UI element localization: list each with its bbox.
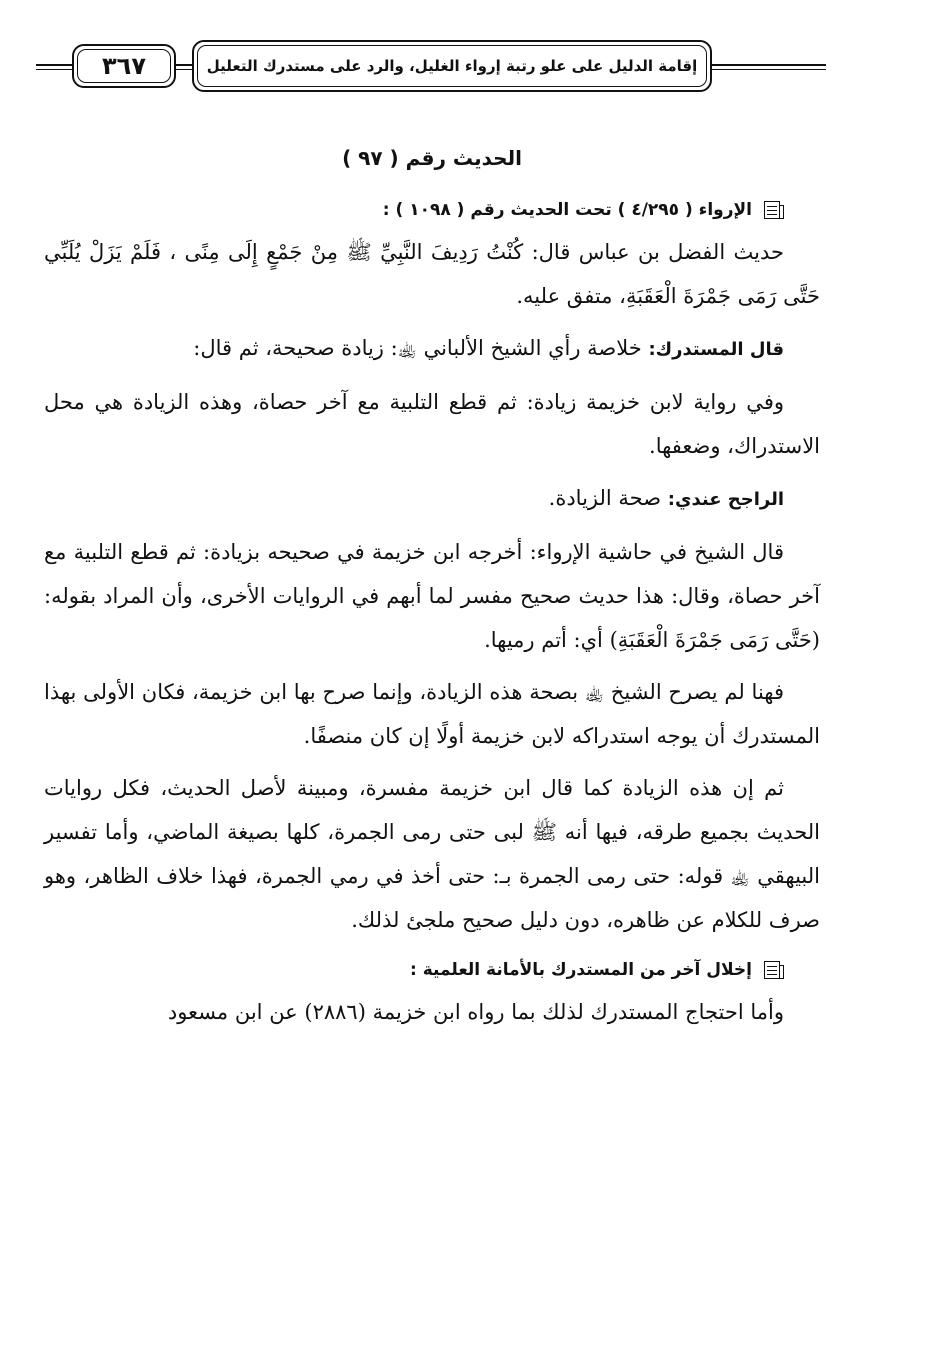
header-rule-middle-thin	[176, 69, 192, 70]
section-heading-irwaa-text: الإرواء ( ٤/٢٩٥ ) تحت الحديث رقم ( ١٠٩٨ ) :	[382, 200, 752, 220]
header-rule-right	[712, 64, 826, 66]
section-heading-breach-text: إخلال آخر من المستدرك بالأمانة العلمية :	[410, 960, 752, 980]
hadith-text: حديث الفضل بن عباس قال: كُنْتُ رَدِيفَ النَّبِيِّ ﷺ مِنْ جَمْعٍ إِلَى مِنًى ، فَلَمْ يَزَلْ يُلَبِّي حَتَّى رَمَى جَمْرَةَ الْعَقَبَةِ، متفق عليه.	[44, 240, 820, 308]
header-rule-left	[36, 64, 72, 66]
book-icon	[764, 201, 780, 219]
final-paragraph: وأما احتجاج المستدرك لذلك بما رواه ابن خزيمة (٢٨٨٦) عن ابن مسعود	[167, 1000, 784, 1024]
mustadrik-label: قال المستدرك:	[648, 339, 784, 360]
mustadrik-text: خلاصة رأي الشيخ الألباني ﵀: زيادة صحيحة، ثم قال:	[193, 336, 649, 360]
hadith-heading: الحديث رقم ( ٩٧ )	[342, 146, 522, 170]
book-icon	[764, 961, 780, 979]
running-title	[192, 40, 712, 92]
preferred-opinion	[44, 476, 820, 522]
running-header	[36, 40, 826, 102]
header-rule-middle	[176, 64, 192, 66]
preferred-opinion-label: الراجح عندي:	[667, 489, 784, 510]
ibn-khuzayma-addition: وفي رواية لابن خزيمة زيادة: ثم قطع التلبية مع آخر حصاة، وهذه الزيادة هي محل الاستدراك، وضعفها.	[44, 390, 820, 458]
header-rule-left-thin	[36, 69, 72, 70]
mustadrik-statement	[44, 326, 820, 372]
preferred-opinion-text: صحة الزيادة.	[548, 486, 668, 510]
page-number	[72, 44, 176, 88]
running-title-text: إقامة الدليل على علو رتبة إرواء الغليل، والرد على مستدرك التعليل	[206, 57, 698, 75]
rebuttal-paragraph: فهنا لم يصرح الشيخ ﵀ بصحة هذه الزيادة، وإنما صرح بها ابن خزيمة، فكان الأولى بهذا المستدرك أن يوجه استدراكه لابن خزيمة أولًا إن كان منصفًا.	[44, 680, 820, 748]
section-heading-breach	[44, 950, 820, 990]
header-rule-right-thin	[712, 69, 826, 70]
explanation-paragraph: ثم إن هذه الزيادة كما قال ابن خزيمة مفسرة، ومبينة لأصل الحديث، فكل روايات الحديث بجميع طرقه، فيها أنه ﷺ لبى حتى رمى الجمرة، كلها بصيغة الماضي، وأما تفسير البيهقي ﵀ قوله: حتى رمى الجمرة بـ: حتى أخذ في رمي الجمرة، فهذا خلاف الظاهر، وهو صرف للكلام عن ظاهره، دون دليل صحيح ملجئ لذلك.	[44, 776, 820, 932]
sheikh-footnote-paragraph: قال الشيخ في حاشية الإرواء: أخرجه ابن خزيمة في صحيحه بزيادة: ثم قطع التلبية مع آخر حصاة، وقال: هذا حديث صحيح مفسر لما أبهم في الروايات الأخرى، وأن المراد بقوله: (حَتَّى رَمَى جَمْرَةَ الْعَقَبَةِ) أي: أتم رميها.	[44, 540, 820, 652]
main-text	[44, 136, 820, 1042]
section-heading-irwaa	[44, 190, 820, 230]
page-number-text: ٣٦٧	[102, 52, 146, 80]
